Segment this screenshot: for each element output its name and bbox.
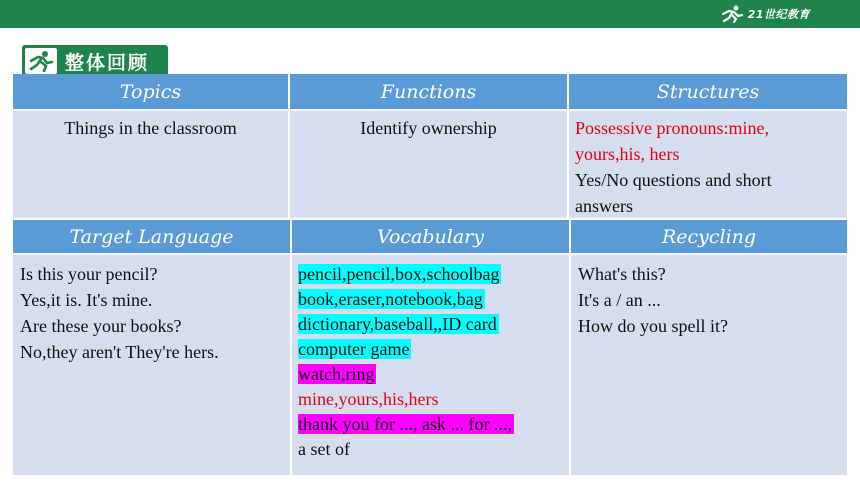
vocabulary-line [298,337,569,362]
top-bar [0,0,860,28]
vocabulary-text: watch,ring [298,364,375,384]
vocabulary-text: mine,yours,his,hers [298,389,439,409]
vocabulary-text: pencil,pencil,box,schoolbag [298,264,500,284]
header-functions: Functions [290,74,567,109]
target-language-line: Is this your pencil? [20,264,158,284]
cell-structures [569,111,847,218]
vocabulary-line [298,362,569,387]
cell-target-language [13,255,290,475]
header-structures: Structures [569,74,847,109]
topics-text: Things in the classroom [64,118,237,138]
structures-line: answers [575,196,633,216]
runner-icon [25,48,57,74]
section-title: 整体回顾 [65,51,150,74]
vocabulary-line [298,312,569,337]
cell-functions [290,111,567,218]
target-language-line: Are these your books? [20,316,182,336]
brand-logo-text: 21世纪教育 [747,8,810,21]
vocabulary-line [298,262,569,287]
header-recycling: Recycling [571,220,847,253]
structures-line: Yes/No questions and short [575,170,772,190]
section-badge [22,45,168,77]
vocabulary-text: dictionary,baseball,,ID card [298,314,497,334]
vocabulary-line [298,437,569,462]
vocabulary-line [298,387,569,412]
recycling-line: What's this? [578,264,666,284]
vocabulary-text: a set of [298,439,350,459]
header-target-language: Target Language [13,220,290,253]
vocabulary-line [298,412,569,437]
brand-logo [719,4,810,24]
vocabulary-text: book,eraser,notebook,bag [298,289,483,309]
runner-icon [719,5,745,23]
recycling-line: How do you spell it? [578,316,728,336]
recycling-line: It's a / an ... [578,290,661,310]
header-topics: Topics [13,74,288,109]
functions-text: Identify ownership [360,118,497,138]
structures-line: Possessive pronouns:mine, [575,118,770,138]
vocabulary-text: computer game [298,339,410,359]
cell-vocabulary [292,255,569,475]
vocabulary-line [298,287,569,312]
target-language-line: No,they aren't They're hers. [20,342,219,362]
vocabulary-text: thank you for ..., ask ... for ..., [298,414,512,434]
structures-line: yours,his, hers [575,144,680,164]
cell-recycling [571,255,847,475]
header-vocabulary: Vocabulary [292,220,569,253]
cell-topics [13,111,288,218]
target-language-line: Yes,it is. It's mine. [20,290,153,310]
